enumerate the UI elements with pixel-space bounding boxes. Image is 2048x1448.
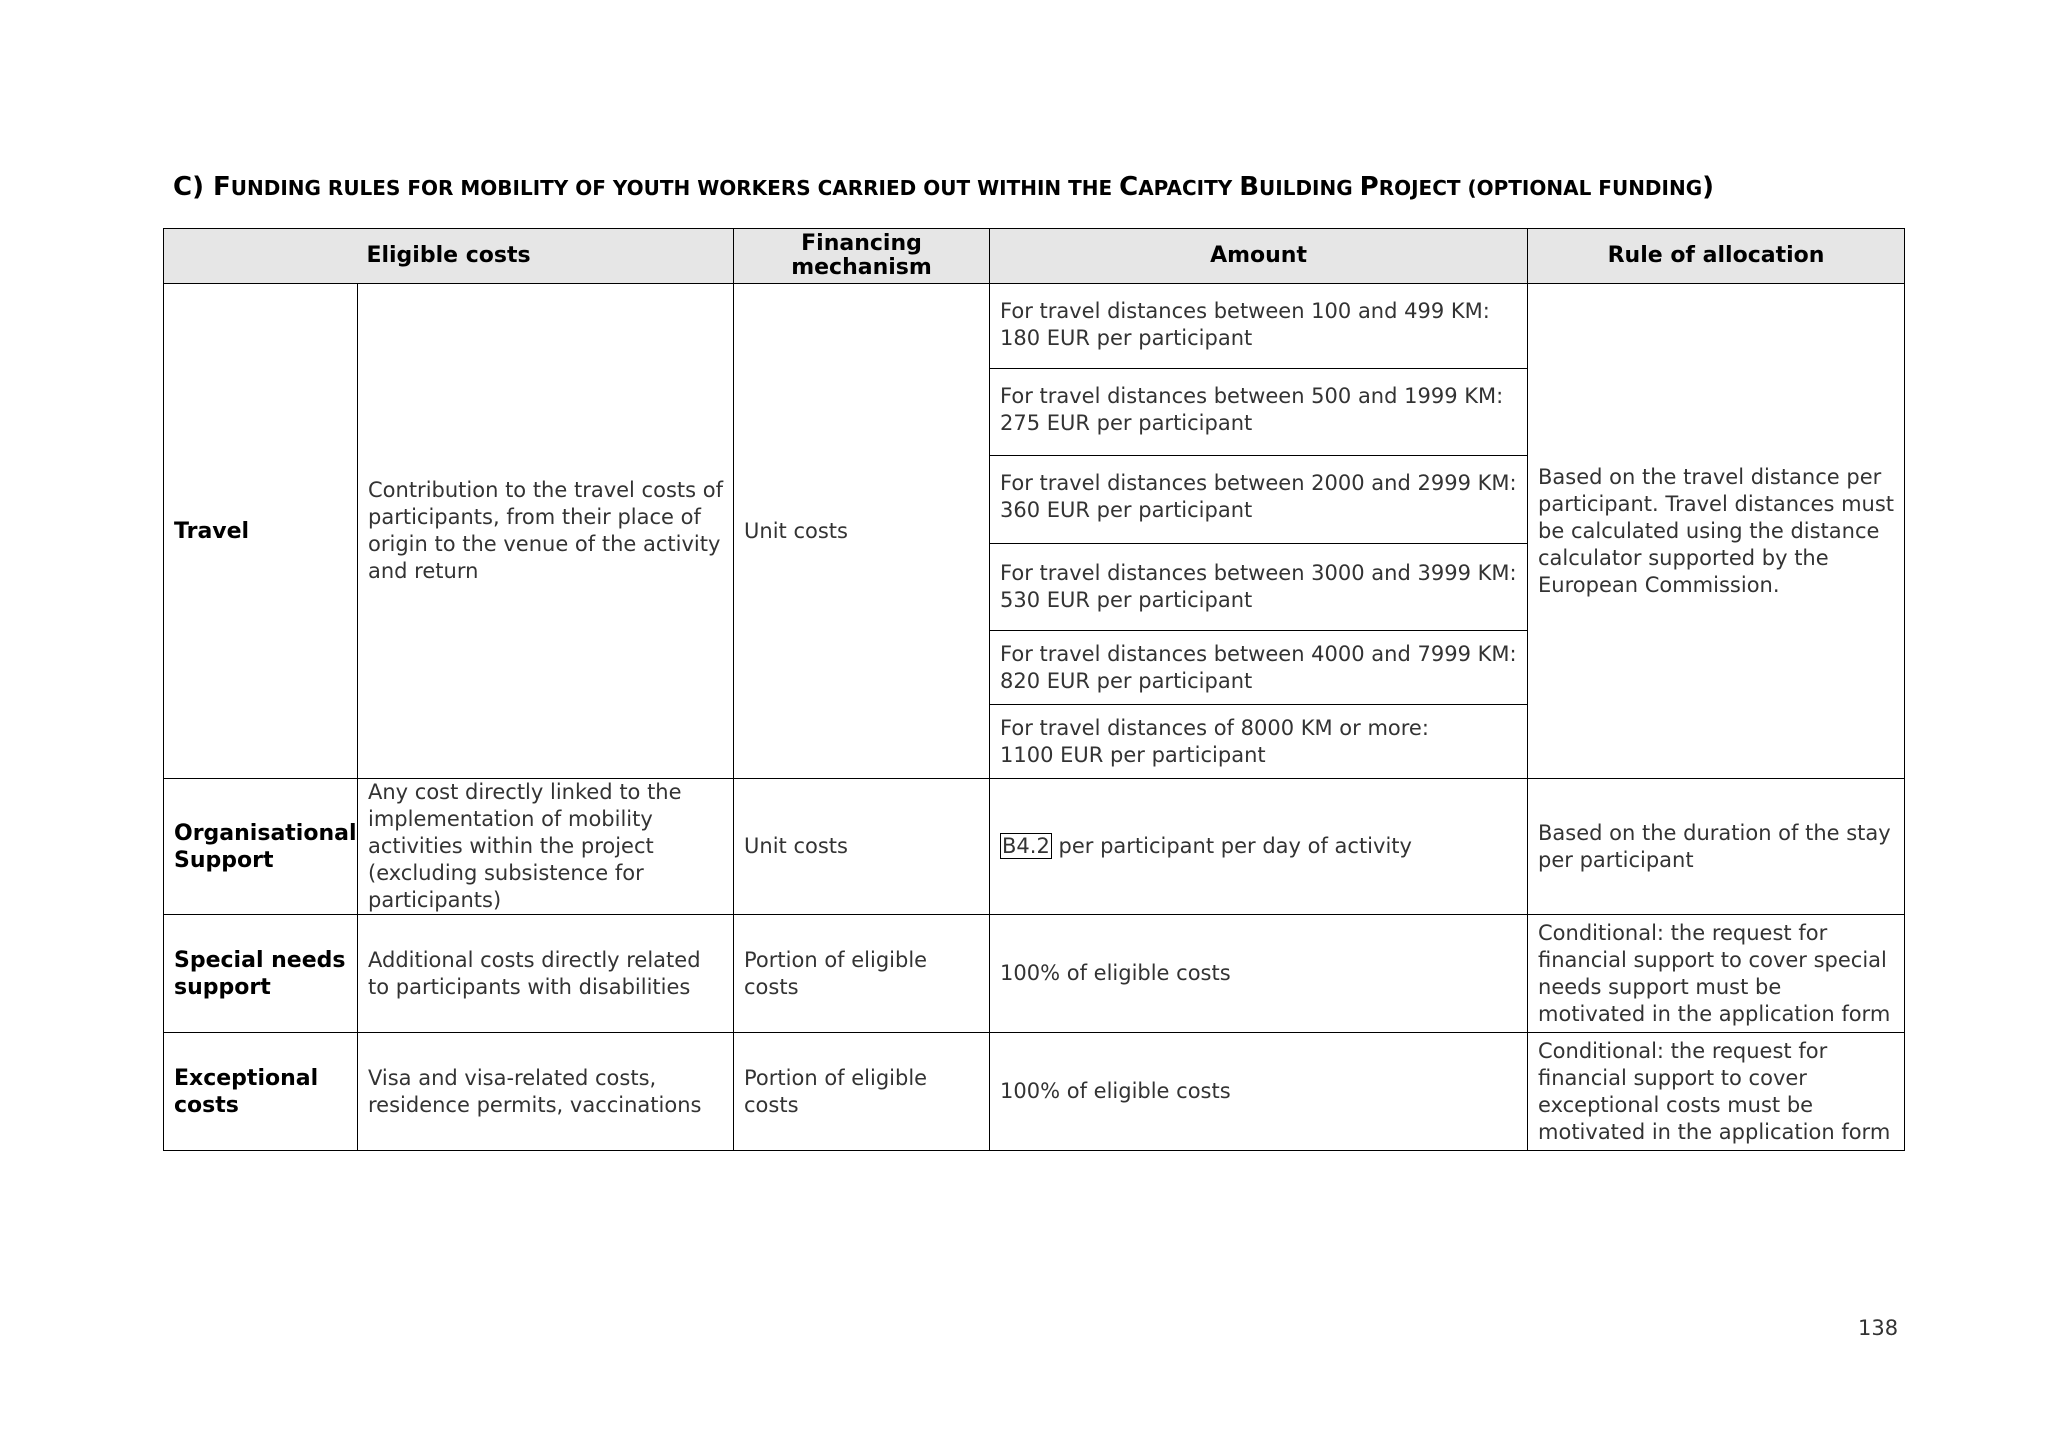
travel-band-6: For travel distances of 8000 KM or more: 1100 EUR per participant bbox=[990, 705, 1528, 779]
header-eligible-costs: Eligible costs bbox=[164, 229, 734, 284]
travel-band-4: For travel distances between 3000 and 3999 KM: 530 EUR per participant bbox=[990, 544, 1528, 631]
travel-band-1: For travel distances between 100 and 499 KM: 180 EUR per participant bbox=[990, 284, 1528, 369]
special-needs-category: Special needs support bbox=[164, 915, 358, 1033]
table-row-organisational-support bbox=[164, 779, 1905, 915]
exceptional-costs-description: Visa and visa-related costs, residence permits, vaccinations bbox=[358, 1033, 734, 1151]
travel-band-3: For travel distances between 2000 and 2999 KM: 360 EUR per participant bbox=[990, 456, 1528, 544]
organisational-support-rule: Based on the duration of the stay per participant bbox=[1528, 779, 1905, 915]
table-row-travel bbox=[164, 284, 1905, 369]
organisational-support-description: Any cost directly linked to the implementation of mobility activities within the project (excluding subsistence for participants) bbox=[358, 779, 734, 915]
funding-rules-table bbox=[163, 228, 1905, 1151]
exceptional-costs-category: Exceptional costs bbox=[164, 1033, 358, 1151]
travel-mechanism: Unit costs bbox=[734, 284, 990, 779]
page-number: 138 bbox=[1858, 1316, 1899, 1340]
organisational-support-mechanism: Unit costs bbox=[734, 779, 990, 915]
exceptional-costs-amount: 100% of eligible costs bbox=[990, 1033, 1528, 1151]
exceptional-costs-rule: Conditional: the request for financial support to cover exceptional costs must be motivated in the application form bbox=[1528, 1033, 1905, 1151]
special-needs-description: Additional costs directly related to participants with disabilities bbox=[358, 915, 734, 1033]
amount-reference: B4.2 bbox=[1002, 834, 1050, 858]
travel-description: Contribution to the travel costs of participants, from their place of origin to the venue of the activity and return bbox=[358, 284, 734, 779]
special-needs-mechanism: Portion of eligible costs bbox=[734, 915, 990, 1033]
travel-band-5: For travel distances between 4000 and 7999 KM: 820 EUR per participant bbox=[990, 631, 1528, 705]
organisational-support-amount: B4.2 per participant per day of activity bbox=[990, 779, 1528, 915]
travel-band-2: For travel distances between 500 and 1999 KM: 275 EUR per participant bbox=[990, 369, 1528, 456]
exceptional-costs-mechanism: Portion of eligible costs bbox=[734, 1033, 990, 1151]
travel-category: Travel bbox=[164, 284, 358, 779]
header-financing-mechanism: Financing mechanism bbox=[734, 229, 990, 284]
header-amount: Amount bbox=[990, 229, 1528, 284]
section-heading: C) FUNDING RULES FOR MOBILITY OF YOUTH WORKERS CARRIED OUT WITHIN THE CAPACITY BUILDING PROJECT (OPTIONAL FUNDING) bbox=[173, 172, 1715, 202]
table-header-row bbox=[164, 229, 1905, 284]
travel-rule: Based on the travel distance per participant. Travel distances must be calculated using the distance calculator supported by the European Commission. bbox=[1528, 284, 1905, 779]
header-rule-of-allocation: Rule of allocation bbox=[1528, 229, 1905, 284]
table-row-special-needs bbox=[164, 915, 1905, 1033]
organisational-support-category: Organisational Support bbox=[164, 779, 358, 915]
special-needs-amount: 100% of eligible costs bbox=[990, 915, 1528, 1033]
table-row-exceptional-costs bbox=[164, 1033, 1905, 1151]
special-needs-rule: Conditional: the request for financial support to cover special needs support must be motivated in the application form bbox=[1528, 915, 1905, 1033]
